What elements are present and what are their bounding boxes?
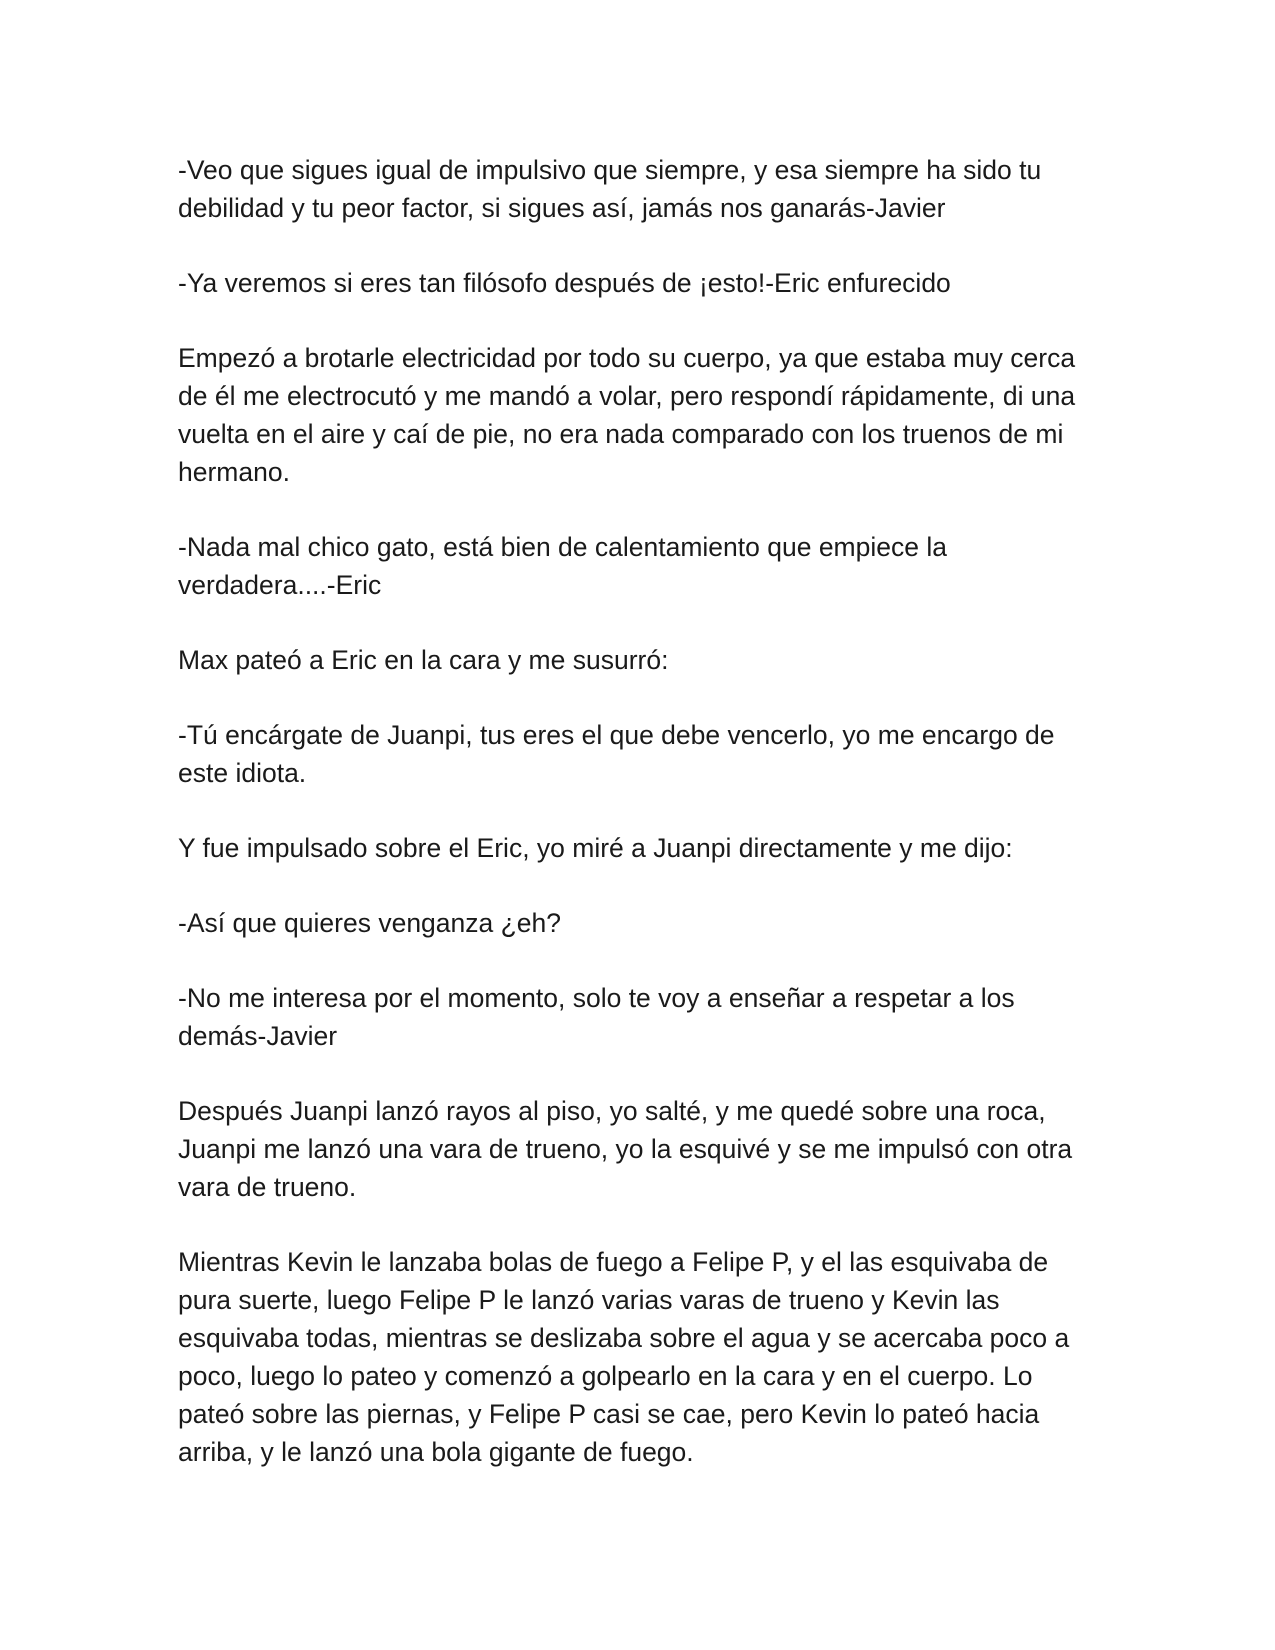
- paragraph-juanpi-task: -Tú encárgate de Juanpi, tus eres el que debe vencerlo, yo me encargo de este idiota.: [178, 720, 1055, 788]
- paragraph-max-kicks: Max pateó a Eric en la cara y me susurró:: [178, 645, 669, 675]
- paragraph-venganza: -Así que quieres venganza ¿eh?: [178, 908, 562, 938]
- paragraph-impulsed: Y fue impulsado sobre el Eric, yo miré a Juanpi directamente y me dijo:: [178, 833, 1013, 863]
- paragraph-respect: -No me interesa por el momento, solo te voy a enseñar a respetar a los demás-Javier: [178, 983, 1015, 1051]
- paragraph-javier-impulsive: -Veo que sigues igual de impulsivo que siempre, y esa siempre ha sido tu debilidad y tu peor factor, si sigues así, jamás nos ganarás-Javier: [178, 155, 1042, 223]
- paragraph-eric-philosopher: -Ya veremos si eres tan filósofo después de ¡esto!-Eric enfurecido: [178, 268, 951, 298]
- paragraph-chico-gato: -Nada mal chico gato, está bien de calentamiento que empiece la verdadera....-Eric: [178, 532, 947, 600]
- document-body: [178, 151, 1098, 1471]
- paragraph-electricity: Empezó a brotarle electricidad por todo su cuerpo, ya que estaba muy cerca de él me electrocutó y me mandó a volar, pero respondí rápidamente, di una vuelta en el aire y caí de pie, no era nada comparado con los truenos de mi hermano.: [178, 343, 1076, 487]
- paragraph-rayos: Después Juanpi lanzó rayos al piso, yo salté, y me quedé sobre una roca, Juanpi me lanzó una vara de trueno, yo la esquivé y se me impulsó con otra vara de trueno.: [178, 1096, 1073, 1202]
- paragraph-kevin-felipe: Mientras Kevin le lanzaba bolas de fuego a Felipe P, y el las esquivaba de pura suerte, luego Felipe P le lanzó varias varas de trueno y Kevin las esquivaba todas, mientras se deslizaba sobre el agua y se acercaba poco a poco, luego lo pateo y comenzó a golpearlo en la cara y en el cuerpo. Lo pateó sobre las piernas, y Felipe P casi se cae, pero Kevin lo pateó hacia arriba, y le lanzó una bola gigante de fuego.: [178, 1247, 1070, 1467]
